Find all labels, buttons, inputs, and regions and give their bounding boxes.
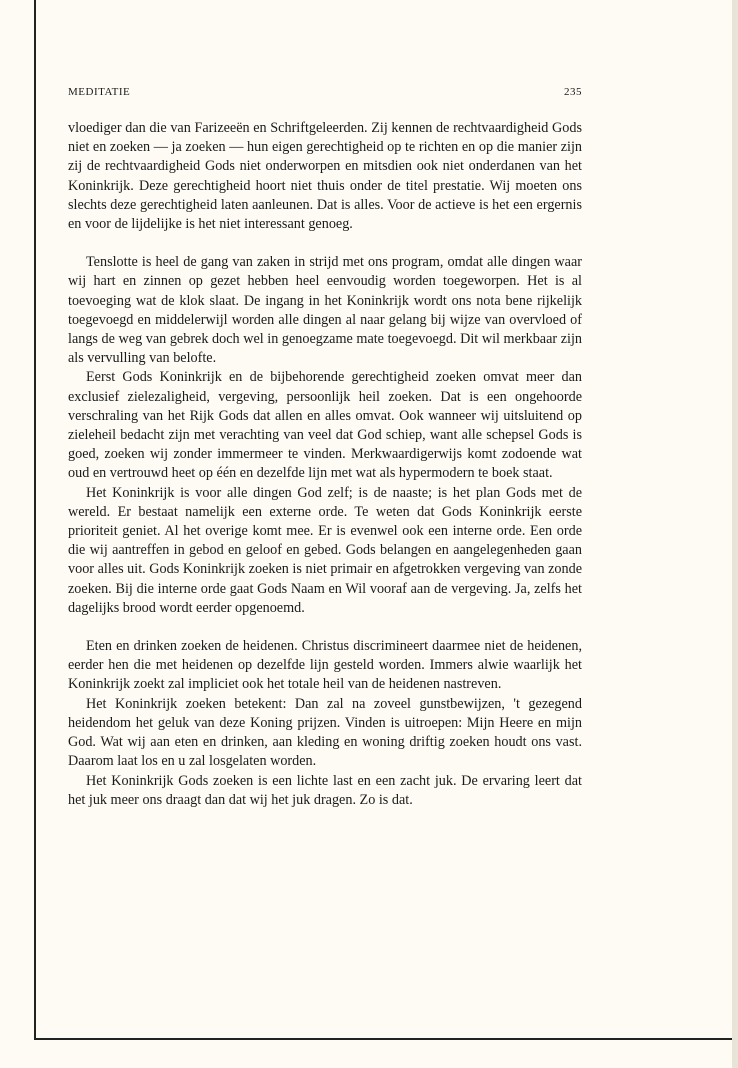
paragraph: Tenslotte is heel de gang van zaken in strijd met ons program, omdat alle dingen waar wij hart en zinnen op gezet hebben heel eenvoudig worden toegeworpen. Het is al toevoeging wat de klok slaat. De ingang in het Koninkrijk wordt ons nota bene rijkelijk toegevoegd en middelerwijl worden alle dingen al naar gelang bij wijze van overvloed of langs de weg van gebrek doch wel in genoegzame mate toegevoegd. Dit wil merkbaar zijn als vervulling van belofte. xyxy=(68,254,582,367)
page-bottom-border xyxy=(34,1038,738,1040)
paragraph: Het Koninkrijk is voor alle dingen God zelf; is de naaste; is het plan Gods met de wereld. Er bestaat namelijk een externe orde. Te weten dat Gods Koninkrijk eerste prioriteit geniet. Al het overige komt mee. Er is evenwel ook een interne orde. Een orde die wij aantreffen in gebod en geloof en gebed. Gods belangen en aangelegenheden gaan voor alles uit. Gods Koninkrijk zoeken is niet primair en afgetrokken vergeving van zonde zoeken. Bij die interne orde gaat Gods Naam en Wil vooraf aan de vergeving. Ja, zelfs het dagelijks brood wordt eerder opgenoemd. xyxy=(68,484,582,616)
paragraph-continued: vloediger dan die van Farizeeën en Schriftgeleerden. Zij kennen de rechtvaardigheid Gods niet en zoeken — ja zoeken — hun eigen gerechtigheid op te richten en op die manier zijn zij de rechtvaardigheid Gods niet onderworpen en mitsdien ook niet onderdanen van het Koninkrijk. Deze gerechtigheid hoort niet thuis onder de titel prestatie. Wij moeten ons slechts deze gerechtigheid laten aanleunen. Dat is alles. Voor de actieve is het een ergernis en voor de lijdelijke is het niet interessant genoeg. xyxy=(68,120,582,233)
paragraph: Eten en drinken zoeken de heidenen. Christus discrimineert daarmee niet de heidenen, eerder hen die met heidenen op dezelfde lijn gesteld worden. Immers alwie waarlijk het Koninkrijk zoekt zal impliciet ook het totale heil van de heidenen nastreven. xyxy=(68,638,582,693)
paragraph: Eerst Gods Koninkrijk en de bijbehorende gerechtigheid zoeken omvat meer dan exclusief zielezaligheid, vergeving, persoonlijk heil zoeken. Dat is een ongehoorde verschraling van het Rijk Gods dat allen en alles omvat. Ook wanneer wij uitsluitend op zieleheil bedacht zijn met verachting van veel dat God schiep, want alle schepsel Gods is goed, zoeken wij zonder immermeer te vinden. Merkwaardigerwijs komt zodoende wat oud en vertrouwd heet op één en dezelfde lijn met wat als hypermodern te boek staat. xyxy=(68,369,582,482)
running-head-title: MEDITATIE xyxy=(68,86,131,98)
paragraph: Het Koninkrijk Gods zoeken is een lichte last en een zacht juk. De ervaring leert dat het juk meer ons draagt dan dat wij het juk dragen. Zo is dat. xyxy=(68,772,582,808)
page-number: 235 xyxy=(564,86,582,98)
paragraph: Het Koninkrijk zoeken betekent: Dan zal na zoveel gunstbewijzen, 't gezegend heidendom het geluk van deze Koning prijzen. Vinden is uitroepen: Mijn Heere en mijn God. Wat wij aan eten en drinken, aan kleding en woning driftig zoeken houdt ons vast. Daarom laat los en u zal losgelaten worden. xyxy=(68,695,582,770)
page-left-border xyxy=(34,0,36,1040)
body-text xyxy=(68,119,582,810)
page-right-margin xyxy=(732,0,738,1068)
